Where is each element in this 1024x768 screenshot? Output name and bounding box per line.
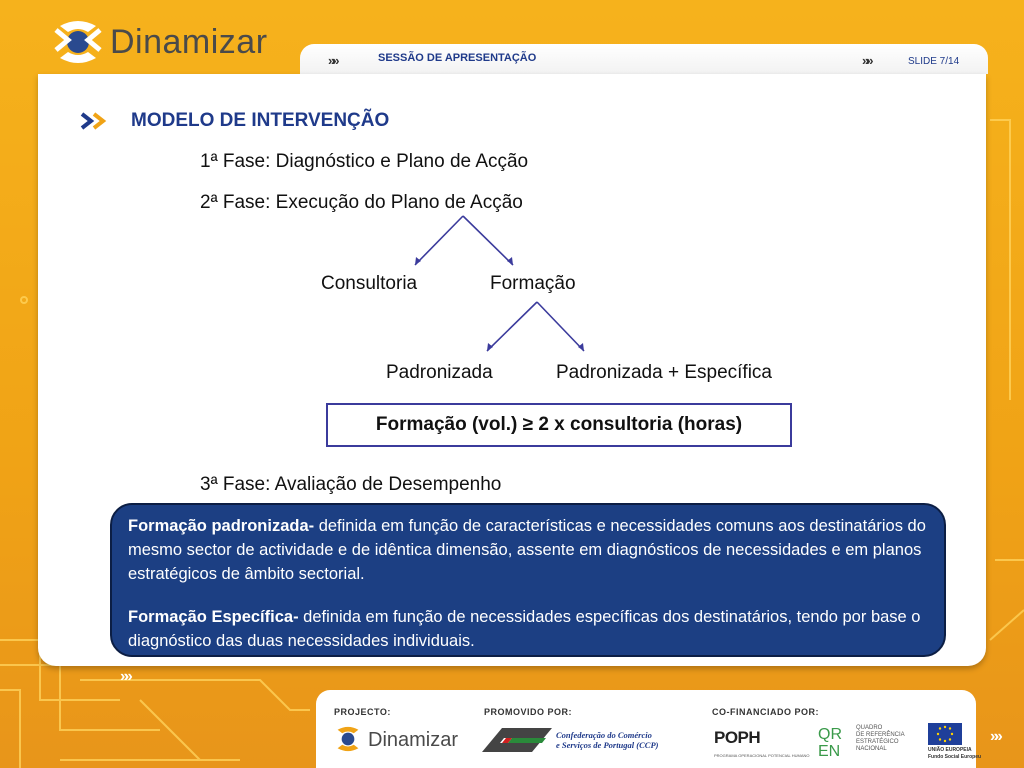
- svg-text:EN: EN: [818, 743, 841, 758]
- definition-padronizada: [128, 514, 928, 586]
- eu-line-2: Fundo Social Europeu: [928, 754, 982, 760]
- definitions-box: [110, 503, 946, 657]
- footer-brand-name: Dinamizar: [368, 729, 459, 751]
- brand-name: Dinamizar: [110, 22, 268, 61]
- double-chevron-icon: »»: [862, 53, 871, 68]
- definition-especifica-text: definida em função de necessidades específicas dos destinatários, tendo por base o diagnóstico das duas necessidades individuais.: [128, 608, 921, 650]
- node-formacao: Formação: [490, 273, 576, 294]
- formula-text: Formação (vol.) ≥ 2 x consultoria (horas): [375, 414, 743, 435]
- qren-logo-icon: [818, 724, 852, 758]
- qren-line: QUADRO: [856, 725, 883, 731]
- section-title: MODELO DE INTERVENÇÃO: [131, 110, 390, 131]
- poph-logo: POPH: [714, 728, 761, 747]
- promovido-label: PROMOVIDO POR:: [484, 707, 573, 717]
- double-chevron-icon: »»: [120, 668, 128, 685]
- double-chevron-icon: »»: [990, 728, 998, 745]
- node-padronizada-especifica: Padronizada + Específica: [556, 362, 772, 383]
- projecto-label: PROJECTO:: [334, 707, 391, 717]
- node-padronizada: Padronizada: [386, 362, 493, 383]
- double-chevron-icon: »»: [328, 53, 337, 68]
- definition-especifica-term: Formação Específica-: [128, 608, 299, 626]
- phase-2: 2ª Fase: Execução do Plano de Acção: [200, 192, 523, 213]
- qren-line: NACIONAL: [856, 746, 887, 752]
- formula-box: [326, 403, 792, 447]
- qren-text: [856, 725, 905, 753]
- brand-logo: [52, 14, 268, 70]
- node-consultoria: Consultoria: [321, 273, 418, 294]
- eu-flag-icon: [928, 723, 962, 745]
- ccp-logo-icon: [482, 728, 552, 752]
- dinamizar-logo-icon: [52, 16, 104, 68]
- poph-subtitle: PROGRAMA OPERACIONAL POTENCIAL HUMANO: [714, 753, 810, 758]
- ccp-line-1: Confederação do Comércio: [556, 730, 652, 740]
- eu-line-1: UNIÃO EUROPEIA: [928, 747, 972, 753]
- phase-3: 3ª Fase: Avaliação de Desempenho: [200, 474, 502, 495]
- ccp-line-2: e Serviços de Portugal (CCP): [556, 740, 659, 750]
- definition-especifica: [128, 605, 928, 653]
- qren-line: ESTRATÉGICO: [856, 739, 899, 745]
- definition-padronizada-text: definida em função de características e necessidades comuns aos destinatários do mesmo sector de actividade e de idêntica dimensão, assente em diagnósticos de necessidades e em planos estratégicos de âmbito sectorial.: [128, 517, 926, 583]
- svg-text:QR: QR: [818, 726, 842, 743]
- definition-padronizada-term: Formação padronizada-: [128, 517, 315, 535]
- slide-counter: SLIDE 7/14: [908, 56, 960, 67]
- header-title: SESSÃO DE APRESENTAÇÃO: [378, 52, 537, 64]
- dinamizar-logo-icon: [333, 724, 363, 754]
- phase-1: 1ª Fase: Diagnóstico e Plano de Acção: [200, 151, 529, 172]
- qren-line: DE REFERÊNCIA: [856, 732, 905, 738]
- double-chevron-icon: [80, 111, 110, 131]
- cofinanciado-label: CO-FINANCIADO POR:: [712, 707, 819, 717]
